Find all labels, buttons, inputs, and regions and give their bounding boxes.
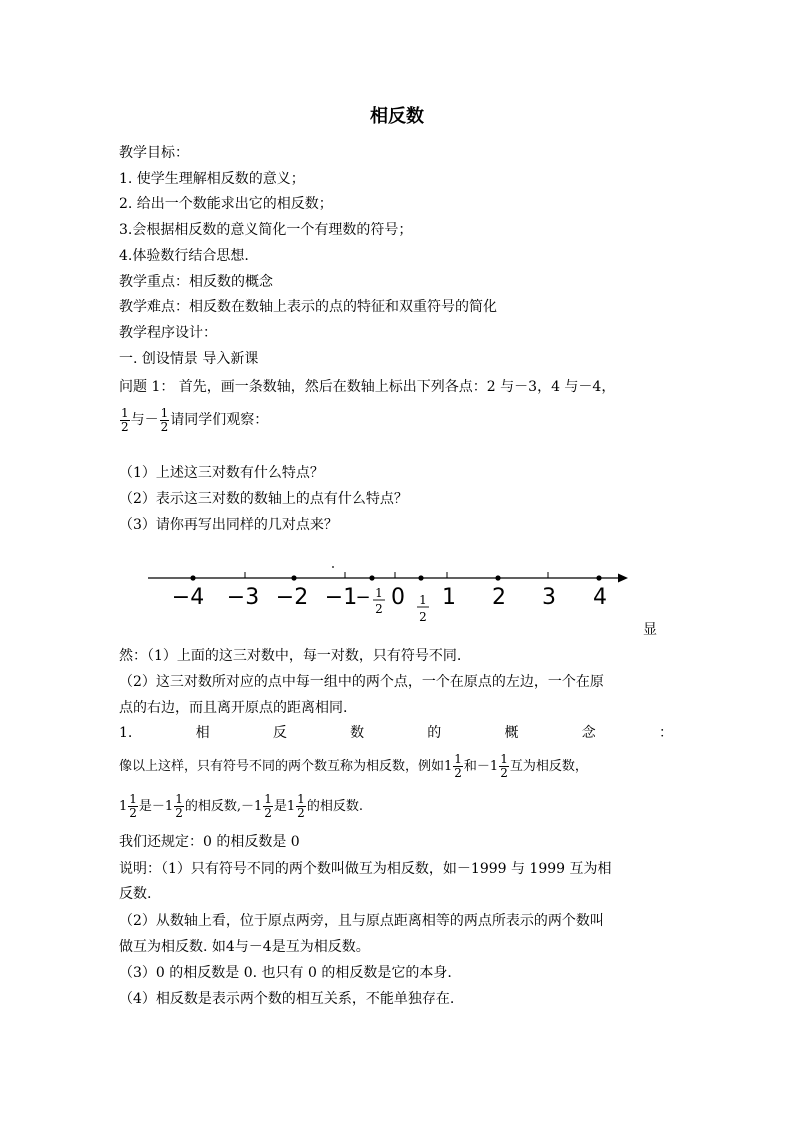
page-title: 相反数 xyxy=(370,106,424,127)
observation-1: 然：（1）上面的这三对数中，每一对数，只有符号不同. xyxy=(119,648,462,664)
question-item: （3）请你再写出同样的几对点来？ xyxy=(119,517,338,533)
axis-label: 2 xyxy=(492,585,506,610)
design-heading: 教学程序设计： xyxy=(119,325,217,341)
axis-fraction-num: 1 xyxy=(375,586,383,600)
axis-label: −2 xyxy=(275,585,309,610)
goals-heading: 教学目标： xyxy=(119,145,189,161)
example-line-2: 1 $\frac{1}{2}$ 是－1 $\frac{1}{2}$ 的相反数,－1 $\frac{1}{2}$ 是1 $\frac{1}{2}$ 的相反数. xyxy=(119,792,363,820)
axis-mark xyxy=(332,566,334,568)
axis-label: 3 xyxy=(542,585,556,610)
axis-label: −1 xyxy=(324,585,358,610)
axis-point xyxy=(291,575,296,580)
note-3: （3）0 的相反数是 0. 也只有 0 的相反数是它的本身. xyxy=(119,965,452,981)
fraction: $\frac{1}{2}$ xyxy=(175,792,183,820)
axis-point xyxy=(369,575,374,580)
axis-arrow-icon xyxy=(618,574,628,583)
axis-label: −4 xyxy=(171,585,205,610)
key-point: 教学重点：相反数的概念 xyxy=(119,274,273,290)
axis-point xyxy=(190,575,195,580)
axis-label: 4 xyxy=(593,585,607,610)
axis-point xyxy=(495,575,500,580)
question-item: （2）表示这三对数的数轴上的点有什么特点？ xyxy=(119,491,408,507)
question-1: 问题 1： 首先，画一条数轴，然后在数轴上标出下列各点：2 与－3，4 与－4， xyxy=(119,379,616,395)
fraction: $\frac{1}{2}$ xyxy=(297,792,305,820)
note-1: 说明：（1）只有符号不同的两个数叫做互为相反数，如－1999 与 1999 互为相 xyxy=(119,861,612,877)
goal-item: 2. 给出一个数能求出它的相反数； xyxy=(119,196,333,212)
axis-label: −3 xyxy=(226,585,260,610)
axis-label: 1 xyxy=(442,585,456,610)
concept-heading: 1. 相 反 数 的 概 念 ： xyxy=(119,725,673,741)
fraction: $\frac{1}{2}$ xyxy=(264,792,272,820)
difficulty: 教学难点：相反数在数轴上表示的点的特征和双重符号的简化 xyxy=(119,299,497,315)
fraction: $\frac{1}{2}$ xyxy=(129,792,137,820)
goal-item: 3.会根据相反数的意义简化一个有理数的符号； xyxy=(119,222,413,238)
goal-item: 4.体验数行结合思想. xyxy=(119,248,249,264)
trailing-char: 显 xyxy=(643,622,657,638)
number-line xyxy=(0,555,794,645)
section-heading: 一. 创设情景 导入新课 xyxy=(119,351,259,367)
question-item: （1）上述这三对数有什么特点？ xyxy=(119,465,324,481)
axis-fraction-num: 1 xyxy=(419,593,427,607)
axis-point xyxy=(418,575,423,580)
goal-item: 1. 使学生理解相反数的意义； xyxy=(119,171,305,187)
fraction: $\frac{1}{2}$ xyxy=(121,405,129,434)
axis-fraction-den: 2 xyxy=(419,610,427,624)
example-line-1: 像以上这样，只有符号不同的两个数互称为相反数，例如1 $\frac{1}{2}$ 和－1 $\frac{1}{2}$ 互为相反数， xyxy=(119,752,588,780)
fraction: $\frac{1}{2}$ xyxy=(160,405,169,434)
observation-2-cont: 点的右边，而且离开原点的距离相同. xyxy=(119,700,348,716)
observation-2: （2）这三对数所对应的点中每一组中的两个点，一个在原点的左边，一个在原 xyxy=(119,674,604,690)
axis-label: − xyxy=(355,587,371,608)
axis-label: 0 xyxy=(391,585,405,610)
axis-fraction-den: 2 xyxy=(375,602,383,616)
fraction: $\frac{1}{2}$ xyxy=(500,752,508,780)
zero-rule: 我们还规定：0 的相反数是 0 xyxy=(119,834,300,850)
question-1-continued: $\frac{1}{2}$ 与－ $\frac{1}{2}$ 请同学们观察： xyxy=(121,405,269,434)
note-1-cont: 反数. xyxy=(119,886,152,902)
fraction: $\frac{1}{2}$ xyxy=(454,752,462,780)
note-2-cont: 做互为相反数. 如4与－4是互为相反数。 xyxy=(119,939,370,955)
note-2: （2）从数轴上看，位于原点两旁，且与原点距离相等的两点所表示的两个数叫 xyxy=(119,913,604,929)
note-4: （4）相反数是表示两个数的相互关系，不能单独存在. xyxy=(119,991,455,1007)
axis-point xyxy=(596,575,601,580)
